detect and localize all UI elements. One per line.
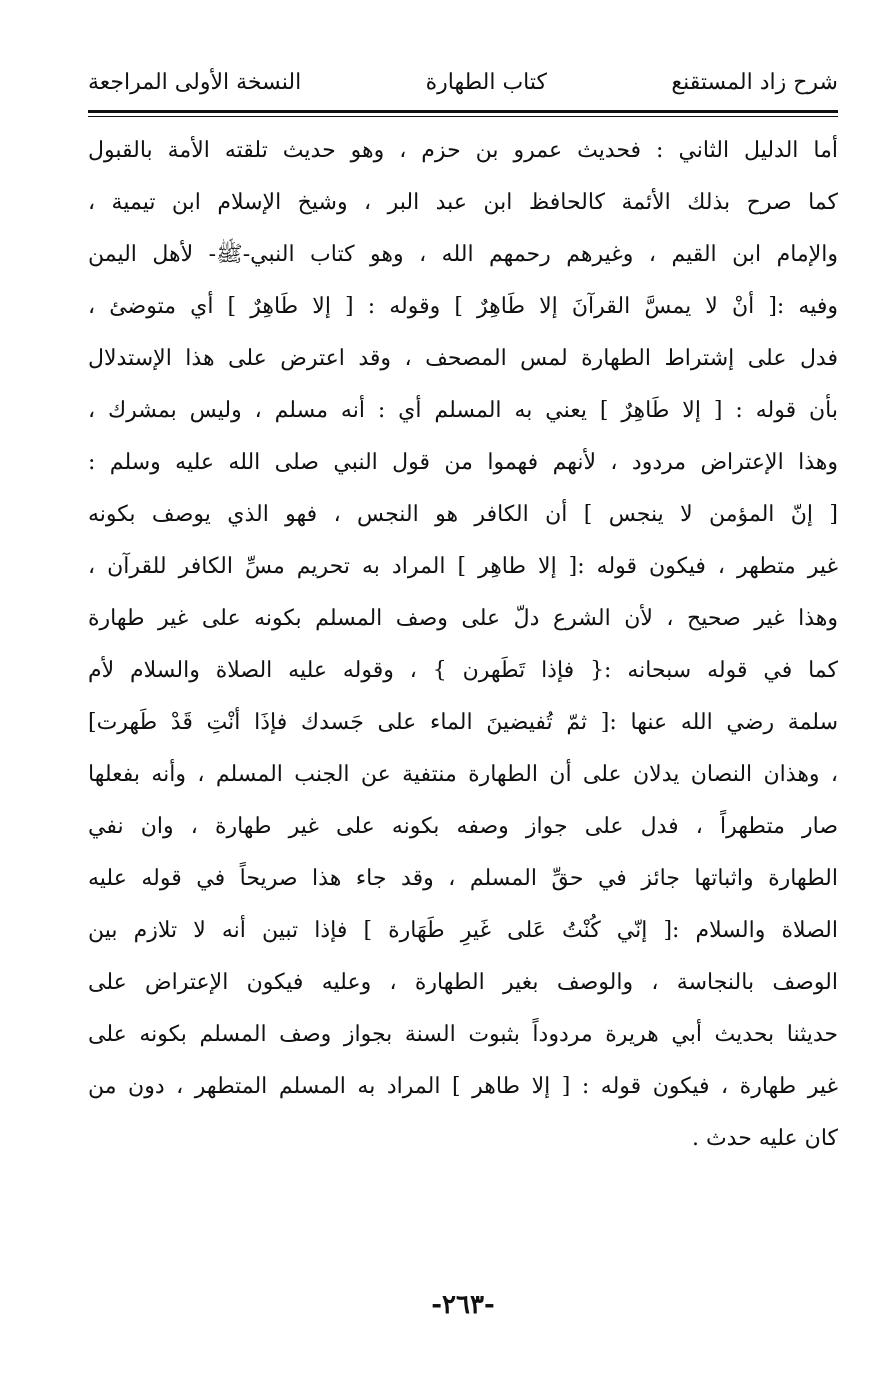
body-text — [88, 125, 838, 1165]
text-line: بأن قوله : [ إلا طَاهِرٌ ] يعني به المسلم أي : أنه مسلم ، وليس بمشرك ، — [88, 398, 838, 423]
header-edition-note: النسخة الأولى المراجعة — [88, 69, 302, 95]
text-line: وهذا الإعتراض مردود ، لأنهم فهموا من قول النبي صلى الله عليه وسلم : — [88, 450, 838, 475]
text-line: كما صرح بذلك الأئمة كالحافظ ابن عبد البر ، وشيخ الإسلام ابن تيمية ، — [88, 190, 838, 215]
header-rule-thin — [88, 116, 838, 117]
text-line: حديثنا بحديث أبي هريرة مردوداً بثبوت السنة بجواز وصف المسلم بكونه على — [88, 1022, 838, 1047]
text-line: الصلاة والسلام :[ إنّي كُنْتُ عَلى غَيرِ طَهَارة ] فإذا تبين أنه لا تلازم بين — [88, 918, 838, 943]
text-line: سلمة رضي الله عنها :[ ثمّ تُفيضينَ الماء على جَسدك فإذَا أنْتِ قَدْ طَهرت] — [88, 710, 838, 735]
text-line: كما في قوله سبحانه :{ فإذا تَطَهرن } ، وقوله عليه الصلاة والسلام لأم — [88, 658, 838, 683]
header-rule-thick — [88, 110, 838, 113]
text-line: وفيه :[ أنْ لا يمسَّ القرآنَ إلا طَاهِرٌ ] وقوله : [ إلا طَاهِرٌ ] أي متوضئ ، — [88, 294, 838, 319]
page-number: -٢٦٣- — [431, 1290, 495, 1320]
text-line: أما الدليل الثاني : فحديث عمرو بن حزم ، وهو حديث تلقته الأمة بالقبول — [88, 138, 838, 163]
text-line: غير متطهر ، فيكون قوله :[ إلا طاهِر ] المراد به تحريم مسِّ الكافر للقرآن ، — [88, 554, 838, 579]
text-line: فدل على إشتراط الطهارة لمس المصحف ، وقد اعترض على هذا الإستدلال — [88, 346, 838, 371]
running-header — [88, 62, 838, 102]
text-line: وهذا غير صحيح ، لأن الشرع دلّ على وصف المسلم بكونه على غير طهارة — [88, 606, 838, 631]
text-line: والإمام ابن القيم ، وغيرهم رحمهم الله ، وهو كتاب النبي-ﷺ- لأهل اليمن — [88, 242, 838, 267]
header-book-title: شرح زاد المستقنع — [671, 69, 838, 95]
text-line: صار متطهراً ، فدل على جواز وصفه بكونه على غير طهارة ، وان نفي — [88, 814, 838, 839]
text-line-last: كان عليه حدث . — [691, 1126, 838, 1151]
text-line: [ إنّ المؤمن لا ينجس ] أن الكافر هو النجس ، فهو الذي يوصف بكونه — [88, 502, 838, 527]
header-chapter-title: كتاب الطهارة — [425, 69, 547, 95]
text-line: الطهارة واثباتها جائز في حقِّ المسلم ، وقد جاء هذا صريحاً في قوله عليه — [88, 866, 838, 891]
text-line: ، وهذان النصان يدلان على أن الطهارة منتفية عن الجنب المسلم ، وأنه بفعلها — [88, 762, 838, 787]
text-line: الوصف بالنجاسة ، والوصف بغير الطهارة ، وعليه فيكون الإعتراض على — [88, 970, 838, 995]
text-line: غير طهارة ، فيكون قوله : [ إلا طاهر ] المراد به المسلم المتطهر ، دون من — [88, 1074, 838, 1099]
